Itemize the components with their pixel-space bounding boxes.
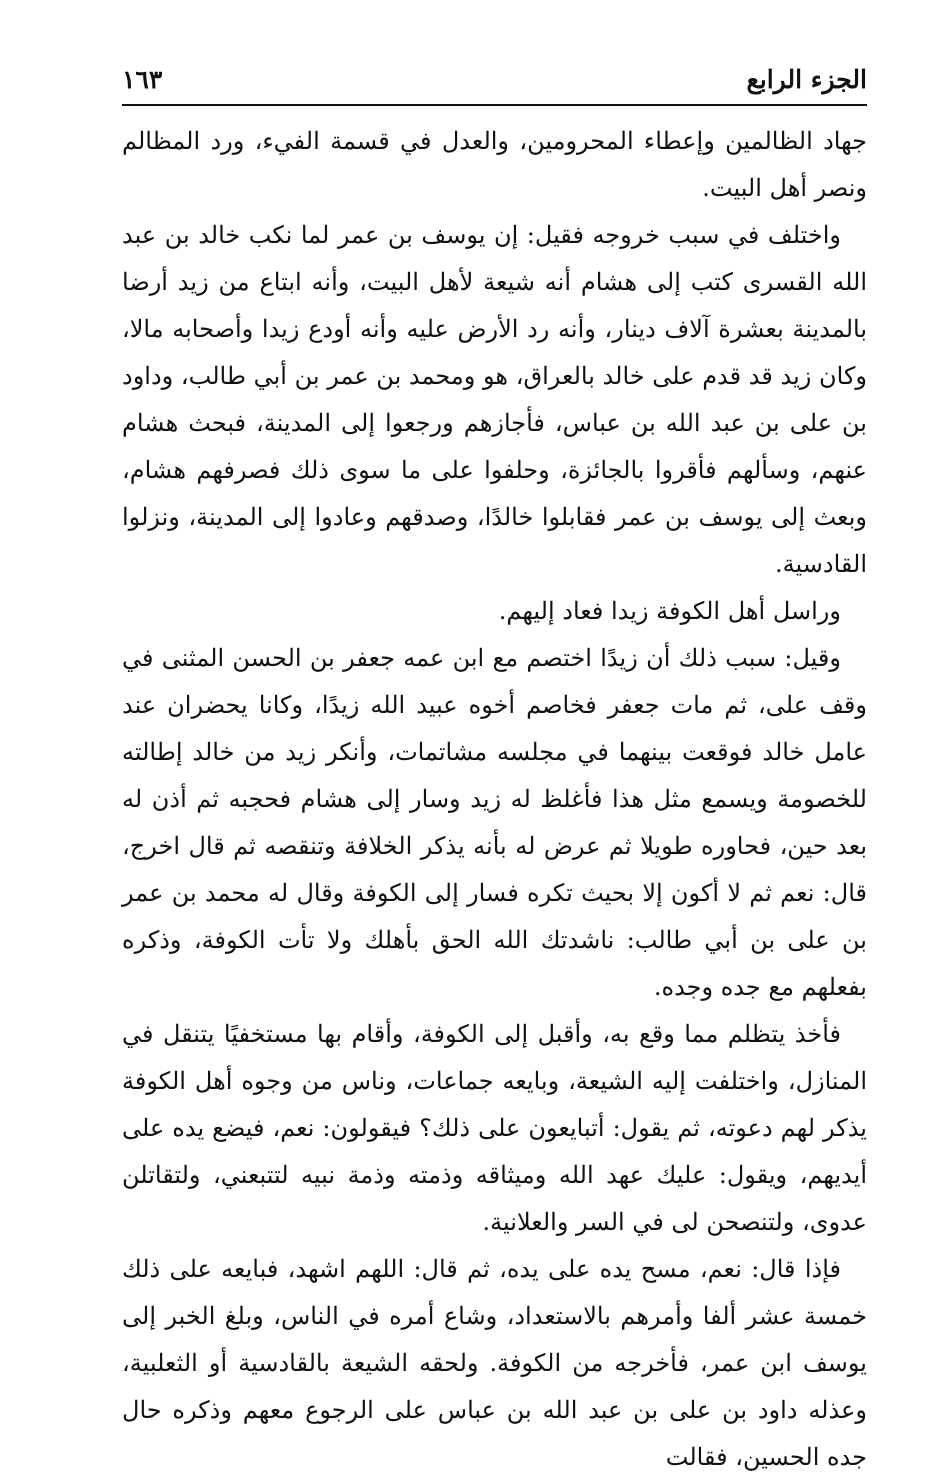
- paragraph: فإذا قال: نعم، مسح يده على يده، ثم قال: اللهم اشهد، فبايعه على ذلك خمسة عشر ألفا وأمرهم بالاستعداد، وشاع أمره في الناس، وبلغ الخبر إلى يوسف ابن عمر، فأخرجه من الكوفة. ولحقه الشيعة بالقادسية أو الثعلبية، وعذله داود بن على بن عبد الله بن عباس على الرجوع معهم وذكره حال جده الحسين، فقالت: [122, 1255, 867, 1471]
- paragraph: فأخذ يتظلم مما وقع به، وأقبل إلى الكوفة، وأقام بها مستخفيًا يتنقل في المنازل، واختلفت إليه الشيعة، وبايعه جماعات، وناس من وجوه أهل الكوفة يذكر لهم دعوته، ثم يقول: أتبايعون على ذلك؟ فيقولون: نعم، فيضع يده على أيديهم، ويقول: عليك عهد الله وميثاقه وذمته وذمة نبيه لتتبعني، ولتقاتلن عدوى، ولتنصحن لى في السر والعلانية.: [122, 1020, 867, 1236]
- header-rule: [122, 104, 867, 106]
- paragraph: جهاد الظالمين وإعطاء المحرومين، والعدل في قسمة الفيء، ورد المظالم ونصر أهل البيت.: [122, 127, 867, 202]
- page-number: ١٦٣: [122, 65, 163, 94]
- chapter-title: الجزء الرابع: [746, 65, 867, 94]
- book-page: [122, 60, 867, 1481]
- paragraph: واختلف في سبب خروجه فقيل: إن يوسف بن عمر لما نكب خالد بن عبد الله القسرى كتب إلى هشام أنه شيعة لأهل البيت، وأنه ابتاع من زيد أرضا بالمدينة بعشرة آلاف دينار، وأنه رد الأرض عليه وأنه أودع زيدا وأصحابه مالا، وكان زيد قد قدم على خالد بالعراق، هو ومحمد بن عمر بن أبي طالب، وداود بن على بن عبد الله بن عباس، فأجازهم ورجعوا إلى المدينة، فبحث هشام عنهم، وسألهم فأقروا بالجائزة، وحلفوا على ما سوى ذلك فصرفهم هشام، وبعث إلى يوسف بن عمر فقابلوا خالدًا، وصدقهم وعادوا إلى المدينة، ونزلوا القادسية.: [122, 221, 867, 578]
- running-header: [122, 60, 867, 100]
- paragraph: وقيل: سبب ذلك أن زيدًا اختصم مع ابن عمه جعفر بن الحسن المثنى في وقف على، ثم مات جعفر فخاصم أخوه عبيد الله زيدًا، وكانا يحضران عند عامل خالد فوقعت بينهما في مجلسه مشاتمات، وأنكر زيد من خالد إطالته للخصومة ويسمع مثل هذا فأغلظ له زيد وسار إلى هشام فحجبه ثم أذن له بعد حين، فحاوره طويلا ثم عرض له بأنه يذكر الخلافة وتنقصه ثم قال اخرج، قال: نعم ثم لا أكون إلا بحيث تكره فسار إلى الكوفة وقال له محمد بن عمر بن على بن أبي طالب: ناشدتك الله الحق بأهلك ولا تأت الكوفة، وذكره بفعلهم مع جده وجده.: [122, 644, 868, 1001]
- body-text: [122, 118, 867, 1481]
- paragraph: وراسل أهل الكوفة زيدا فعاد إليهم.: [498, 597, 841, 625]
